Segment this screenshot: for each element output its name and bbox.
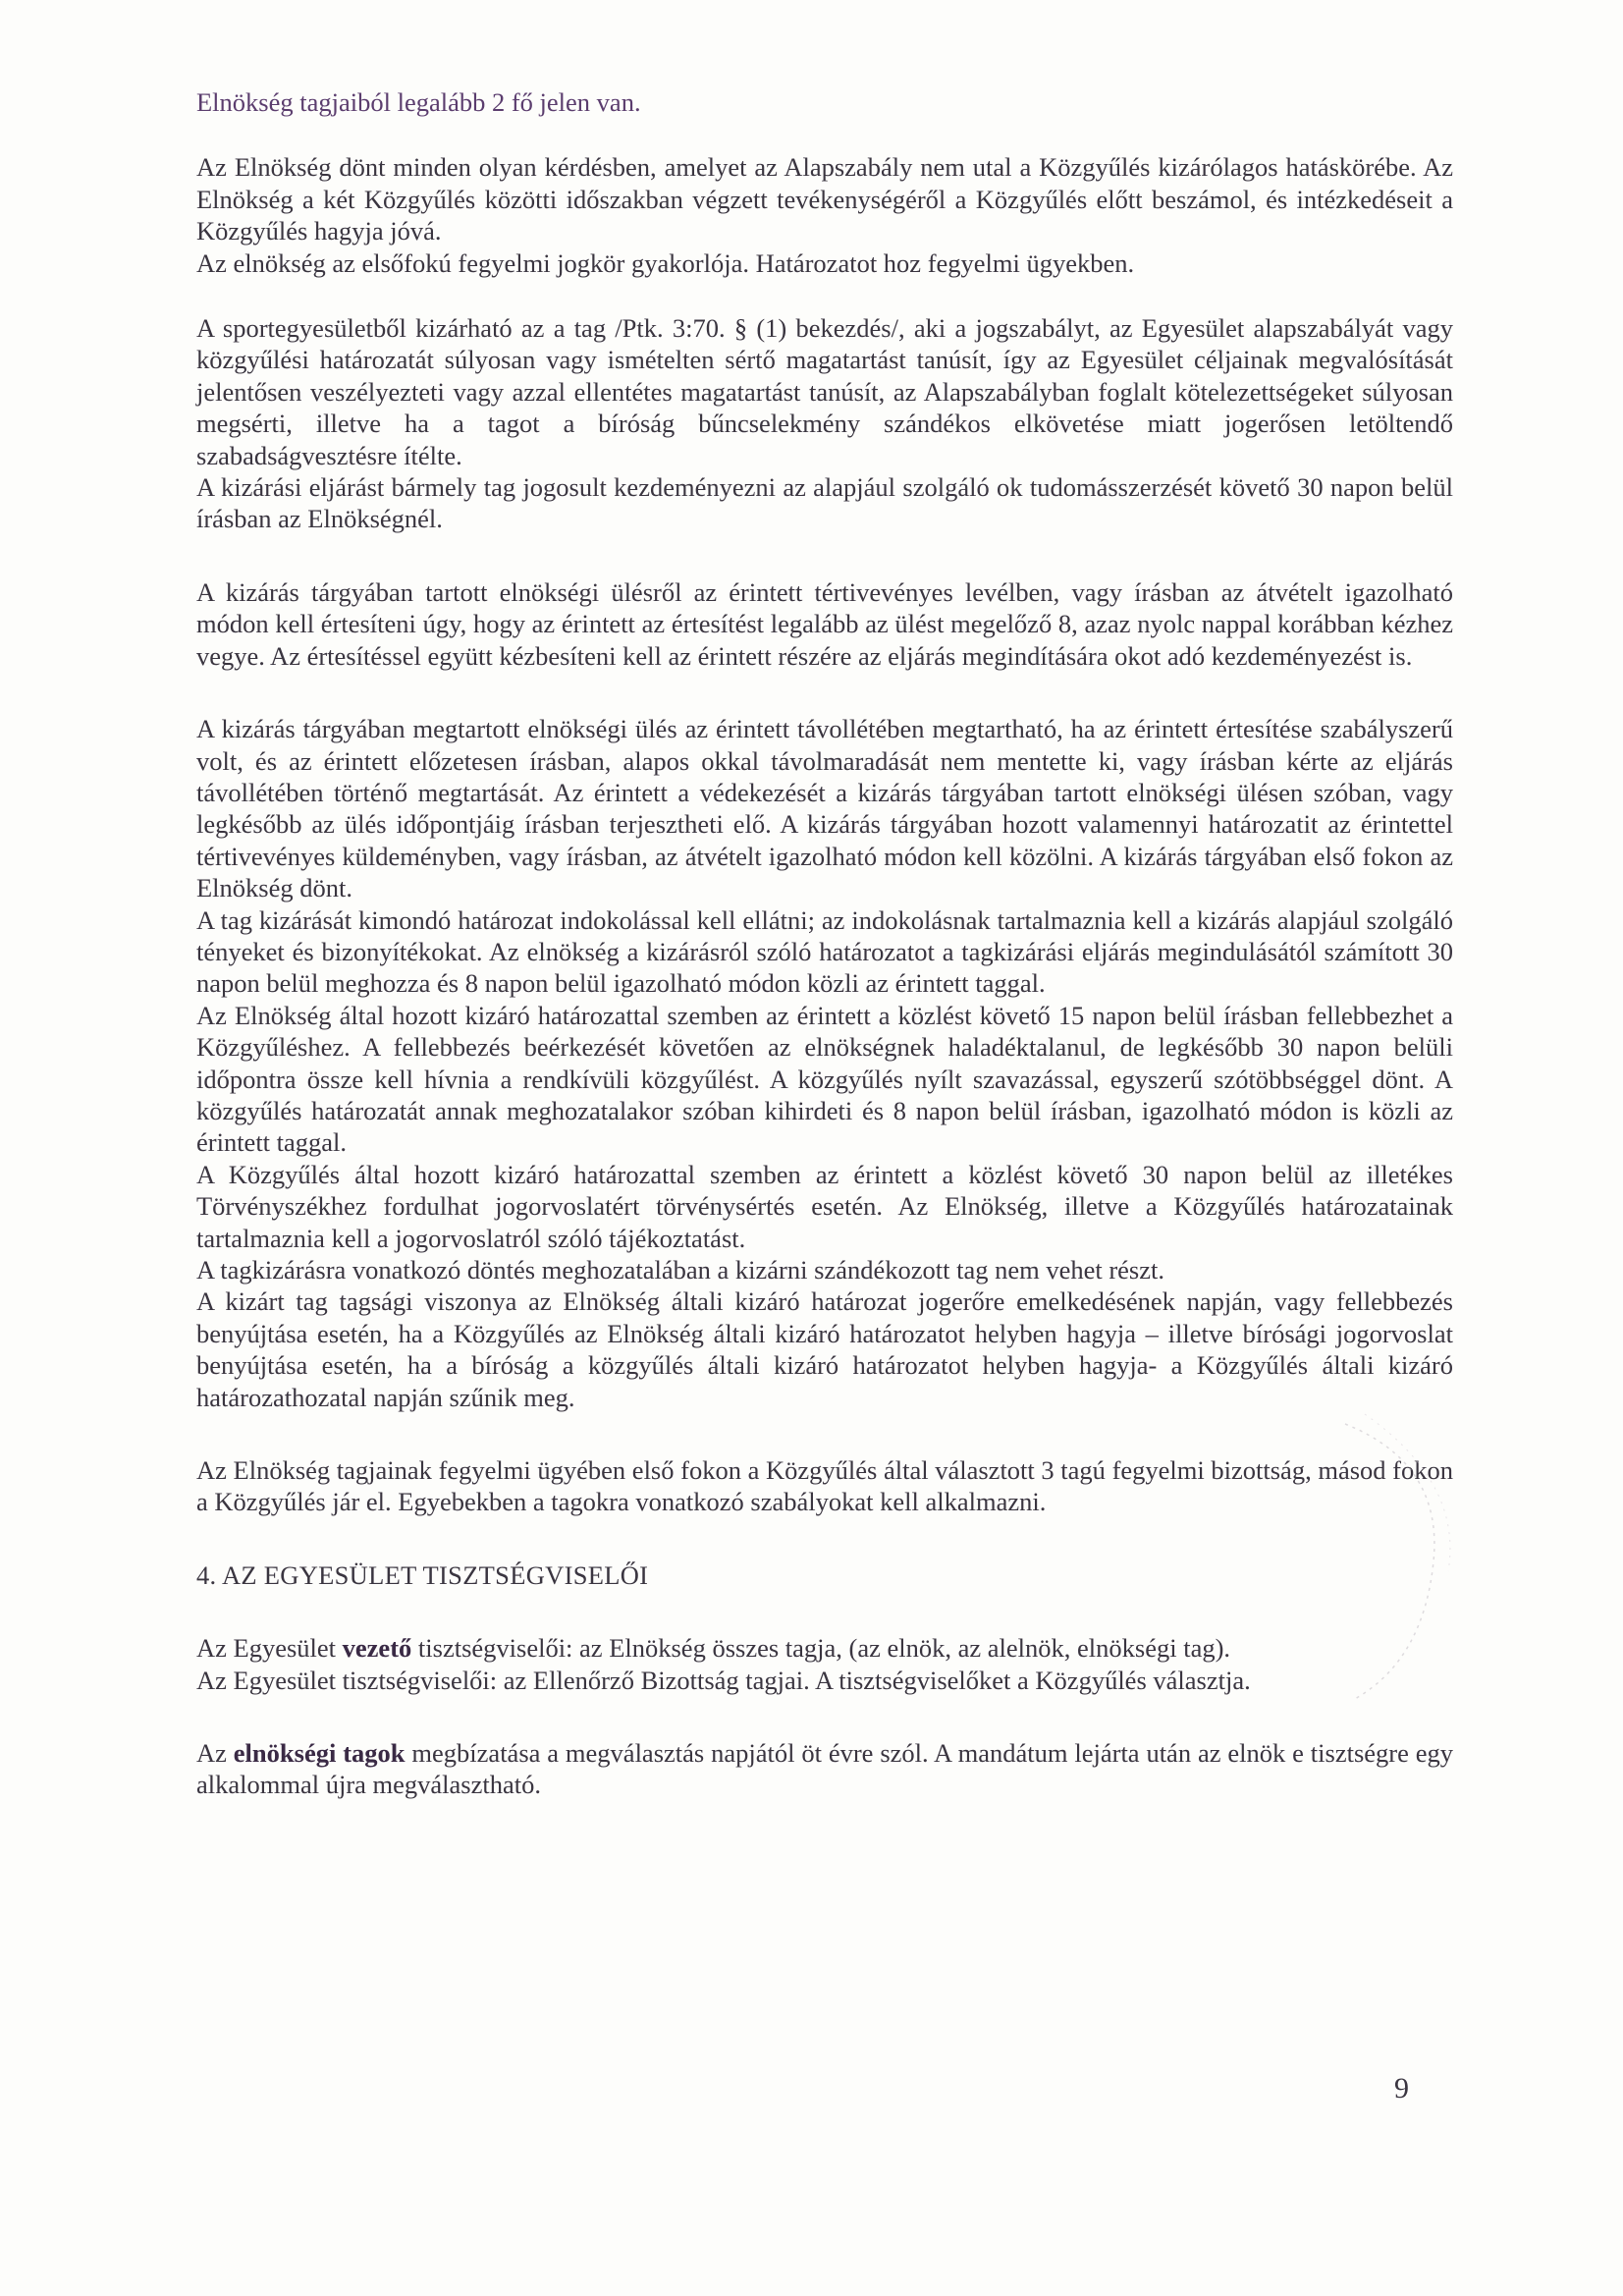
paragraph-mandate <box>196 1737 1453 1801</box>
paragraph-exclusion-decision: A tag kizárását kimondó határozat indokolással kell ellátni; az indokolásnak tartalmaznia kell a kizárás alapjául szolgáló tényeket és bizonyítékokat. Az elnökség a kizárásról szóló határozatot a tagkizárási eljárás megindulásától számított 30 napon belül meghozza és 8 napon belül igazolható módon közli az érintett taggal. <box>196 904 1453 999</box>
paragraph-exclusion-initiation: A kizárási eljárást bármely tag jogosult kezdeményezni az alapjául szolgáló ok tudomásszerzését követő 30 napon belül írásban az Elnökségnél. <box>196 472 1453 534</box>
mandate-text-before: Az <box>196 1738 234 1769</box>
paragraph-officers: Az Egyesület tisztségviselői: az Ellenőrző Bizottság tagjai. A tisztségviselőket a Közgyűlés választja. <box>196 1665 1251 1695</box>
officers-text-after: tisztségviselői: az Elnökség összes tagja, (az elnök, az alelnök, elnökségi tag). <box>411 1633 1231 1664</box>
paragraph-executive-officers <box>196 1632 1453 1664</box>
paragraph-court-remedy: A Közgyűlés által hozott kizáró határozattal szemben az érintett a közlést követő 30 napon belül az illetékes Törvényszékhez fordulhat jogorvoslatért törvénysértés esetén. Az Elnökség, illetve a Közgyűlés határozatainak tartalmaznia kell a jogorvoslatról szóló tájékoztatást. <box>196 1159 1453 1253</box>
officers-text-before: Az Egyesület <box>196 1633 343 1664</box>
paragraph-board-powers: Az Elnökség dönt minden olyan kérdésben, amelyet az Alapszabály nem utal a Közgyűlés kizárólagos hatáskörébe. Az Elnökség a két Közgyűlés közötti időszakban végzett tevékenységéről a Közgyűlés előtt beszámol, és intézkedéseit a Közgyűlés hagyja jóvá. <box>196 152 1453 246</box>
paragraph-membership-termination: A kizárt tag tagsági viszonya az Elnökség általi kizáró határozat jogerőre emelkedésének napján, vagy fellebbezés benyújtása esetén, ha a Közgyűlés az Elnökség általi kizáró határozatot helyben hagyja – illetve bírósági jogorvoslat benyújtása esetén, ha a bíróság a közgyűlés általi kizáró határozatot helyben hagyja- a Közgyűlés általi kizáró határozathozatal napján szűnik meg. <box>196 1286 1453 1412</box>
paragraph-exclusion-meeting: A kizárás tárgyában megtartott elnökségi ülés az érintett távollétében megtartható, ha az érintett értesítése szabályszerű volt, és az érintett előzetesen írásban, alapos okkal távolmaradását nem mentette ki, vagy írásban kérte az eljárás távollétében történő megtartását. Az érintett a védekezését a kizárás tárgyában tartott elnökségi ülésen szóban, vagy legkésőbb az ülés időpontjáig írásban terjesztheti elő. A kizárás tárgyában hozott valamennyi határozatit az érintettel tértivevényes küldeményben, vagy írásban, az átvételt igazolható módon kell közölni. A kizárás tárgyában első fokon az Elnökség dönt. <box>196 714 1453 903</box>
paragraph-exclusion-grounds: A sportegyesületből kizárható az a tag /Ptk. 3:70. § (1) bekezdés/, aki a jogszabályt, az Egyesület alapszabályát vagy közgyűlési határozatát súlyosan vagy ismételten sértő magatartást tanúsít, így az Egyesület céljainak megvalósítását jelentősen veszélyezteti vagy azzal ellentétes magatartást tanúsít, az Alapszabályban foglalt kötelezettségeket súlyosan megsérti, illetve ha a tagot a bíróság bűncselekmény szándékos elkövetése miatt jogerősen letöltendő szabadságvesztésre ítélte. <box>196 313 1453 470</box>
document-body <box>196 86 1453 1801</box>
paragraph-disciplinary-authority: Az elnökség az elsőfokú fegyelmi jogkör gyakorlója. Határozatot hoz fegyelmi ügyekben. <box>196 247 1135 278</box>
paragraph-exclusion-notice: A kizárás tárgyában tartott elnökségi ülésről az érintett tértivevényes levélben, vagy írásban az átvételt igazolható módon kell értesíteni úgy, hogy az érintett az értesítést legalább az ülést megelőző 8, azaz nyolc nappal korábban kézhez vegye. Az értesítéssel együtt kézbesíteni kell az érintett részére az eljárás megindítására okot adó kezdeményezést is. <box>196 576 1453 671</box>
mandate-text-bold: elnökségi tagok <box>233 1738 406 1769</box>
paragraph-conflict-of-interest: A tagkizárásra vonatkozó döntés meghozatalában a kizárni szándékozott tag nem vehet részt. <box>196 1255 1164 1285</box>
mandate-text-after: megbízatása a megválasztás napjától öt évre szól. A mandátum lejárta után az elnök e tisztségre egy alkalommal újra megválasztható. <box>196 1738 1454 1800</box>
paragraph-board-discipline: Az Elnökség tagjainak fegyelmi ügyében első fokon a Közgyűlés által választott 3 tagú fegyelmi bizottság, másod fokon a Közgyűlés jár el. Egyebekben a tagokra vonatkozó szabályokat kell alkalmazni. <box>196 1455 1453 1517</box>
officers-text-bold: vezető <box>342 1633 412 1664</box>
paragraph-appeal: Az Elnökség által hozott kizáró határozattal szemben az érintett a közlést követő 15 napon belül írásban fellebbezhet a Közgyűléshez. A fellebbezés beérkezését követően az elnökségnek haladéktalanul, de legkésőbb 30 napon belüli időpontra össze kell hívnia a rendkívüli közgyűlést. A közgyűlés nyílt szavazással, egyszerű szótöbbséggel dönt. A közgyűlés határozatát annak meghozatalakor szóban kihirdeti és 8 napon belül írásban, igazolható módon is közli az érintett taggal. <box>196 1000 1453 1158</box>
paragraph-quorum: Elnökség tagjaiból legalább 2 fő jelen van. <box>196 87 641 117</box>
section-heading: 4. AZ EGYESÜLET TISZTSÉGVISELŐI <box>196 1559 649 1590</box>
page-number: 9 <box>1394 2072 1409 2105</box>
